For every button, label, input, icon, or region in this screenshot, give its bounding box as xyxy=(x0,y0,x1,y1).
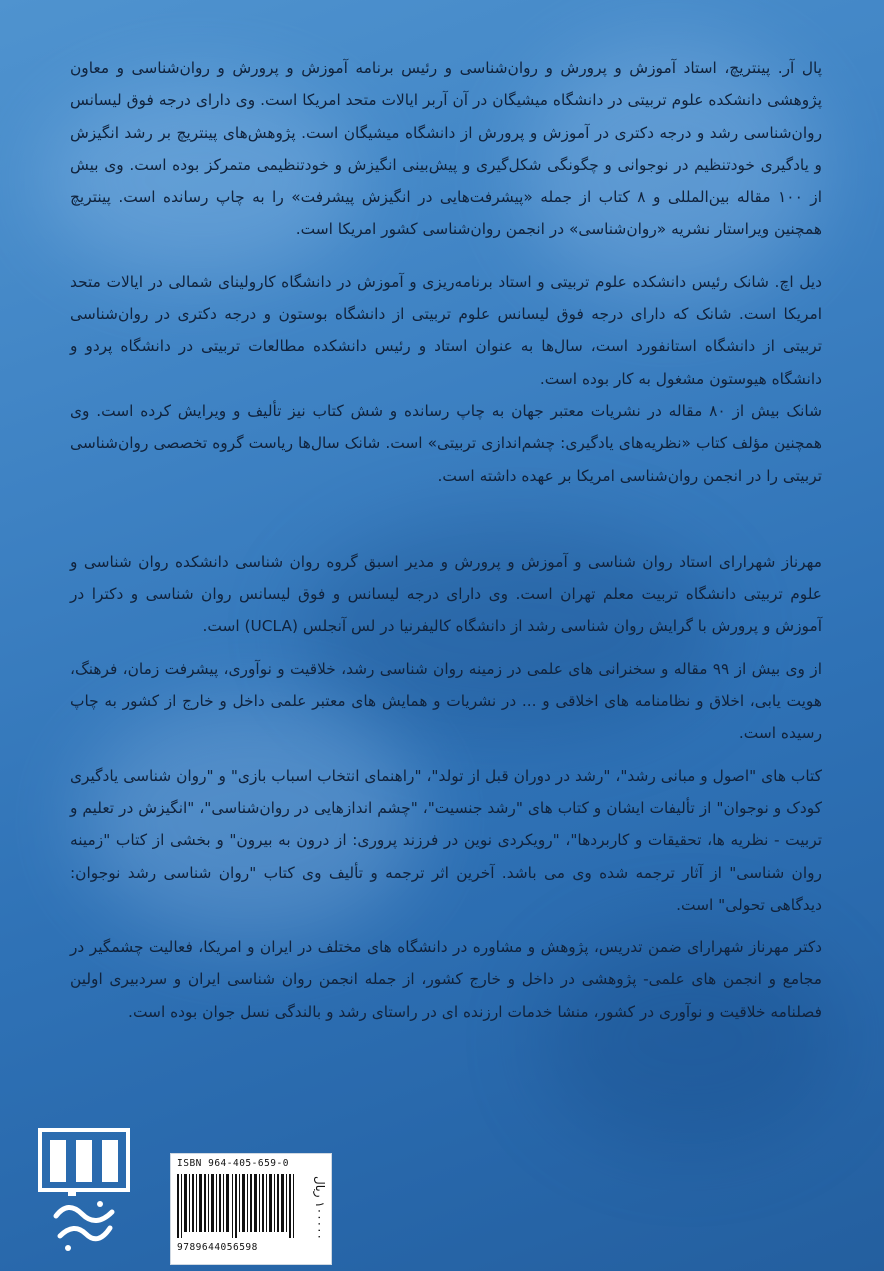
ean-number: 9789644056598 xyxy=(177,1242,258,1253)
bio-schunk-continued: شانک بیش از ۸۰ مقاله در نشریات معتبر جهان به چاپ رسانده و شش کتاب نیز تألیف و ویرایش کرده است. وی همچنین مؤلف کتاب «نظریه‌های یادگیری: چشم‌اندازی تربیتی» است. شانک سال‌ها ریاست گروه تخصصی روان‌شناسی تربیتی را در انجمن روان‌شناسی امریکا بر عهده داشته است. xyxy=(70,401,822,485)
back-cover-footer xyxy=(0,1100,884,1271)
bio-shahraray: مهرناز شهرارای استاد روان شناسی و آموزش و پرورش و مدیر اسبق گروه روان شناسی دانشکده روان شناسی و علوم تربیتی دانشگاه تربیت معلم تهران است. وی دارای درجه لیسانس و فوق لیسانس روان شناسی و دکترا در آموزش و پرورش با گرایش روان شناسی رشد از دانشگاه کالیفرنیا در لس آنجلس (UCLA) است. xyxy=(70,552,822,636)
isbn-text: ISBN 964-405-659-0 xyxy=(177,1158,289,1169)
barcode-graphic xyxy=(177,1174,297,1238)
bio-shahraray-publications: از وی بیش از ۹۹ مقاله و سخنرانی های علمی در زمینه روان شناسی رشد، خلاقیت و نوآوری، پیشرفت زمان، فرهنگ، هویت یابی، اخلاق و نظامنامه های اخلاقی و ... در نشریات و همایش های معتبر علمی داخل و خارج از کشور به چاپ رسیده است. xyxy=(70,659,822,743)
bio-shahraray-books: کتاب های "اصول و مبانی رشد"، "رشد در دوران قبل از تولد"، "راهنمای انتخاب اسباب بازی" و "روان شناسی یادگیری کودک و نوجوان" از تألیفات ایشان و کتاب های "رشد جنسیت"، "چشم اندازهایی در روان‌شناسی"، "انگیزش در تعلیم و تربیت - نظریه ها، تحقیقات و کاربردها"، "رویکردی نوین در فرزند پروری: از درون به بیرون" و بخشی از کتاب "زمینه روان شناسی" از آثار ترجمه شده وی می باشد. آخرین اثر ترجمه و تألیف وی کتاب "روان شناسی رشد نوجوان: دیدگاهی تحولی" است. xyxy=(70,766,822,914)
publisher-logo xyxy=(38,1128,130,1256)
author-bios xyxy=(70,52,822,1028)
bio-pintrich: پال آر. پینتریچ، استاد آموزش و پرورش و روان‌شناسی و رئیس برنامه آموزش و پرورش و روان‌شناسی و معاون پژوهشی دانشکده علوم تربیتی در دانشگاه میشیگان در آن آربر ایالات متحد امریکا است. وی دارای درجه فوق لیسانس روان‌شناسی رشد و درجه دکتری در آموزش و پرورش از دانشگاه میشیگان است. پژوهش‌های پینتریچ بر رشد انگیزش و یادگیری خودتنظیم در نوجوانی و چگونگی شکل‌گیری و پیش‌بینی انگیزش و خودتنظیمی متمرکز بوده است. وی بیش از ۱۰۰ مقاله بین‌المللی و ۸ کتاب از جمله «پیشرفت‌هایی در انگیزش پیشرفت» را به چاپ رسانده است. پینتریچ همچنین ویراستار نشریه «روان‌شناسی» در انجمن روان‌شناسی کشور امریکا است. xyxy=(70,59,823,239)
bio-shahraray-activities: دکتر مهرناز شهرارای ضمن تدریس، پژوهش و مشاوره در دانشگاه های مختلف در ایران و امریکا، فعالیت چشمگیر در مجامع و انجمن های علمی- پژوهشی در داخل و خارج کشور، از جمله انجمن روان شناسی ایران و سردبیری اولین فصلنامه خلاقیت و نوآوری در کشور، منشا خدمات ارزنده ای در راستای رشد و بالندگی نسل جوان بوده است. xyxy=(70,938,822,1021)
barcode-panel xyxy=(170,1153,332,1265)
bio-schunk: دیل اچ. شانک رئیس دانشکده علوم تربیتی و استاد برنامه‌ریزی و آموزش در دانشگاه کارولینای شمالی در ایالات متحد امریکا است. شانک که دارای درجه فوق لیسانس علوم تربیتی از دانشگاه بوستون و درجه دکتری در روان‌شناسی تربیتی از دانشگاه استانفورد است، سال‌ها به عنوان استاد و رئیس دانشکده مطالعات تربیتی در دانشگاه پردو و دانشگاه هیوستون مشغول به کار بوده است. xyxy=(70,272,822,388)
price-label: ۱۰۰۰۰۰ ریال xyxy=(313,1176,327,1240)
